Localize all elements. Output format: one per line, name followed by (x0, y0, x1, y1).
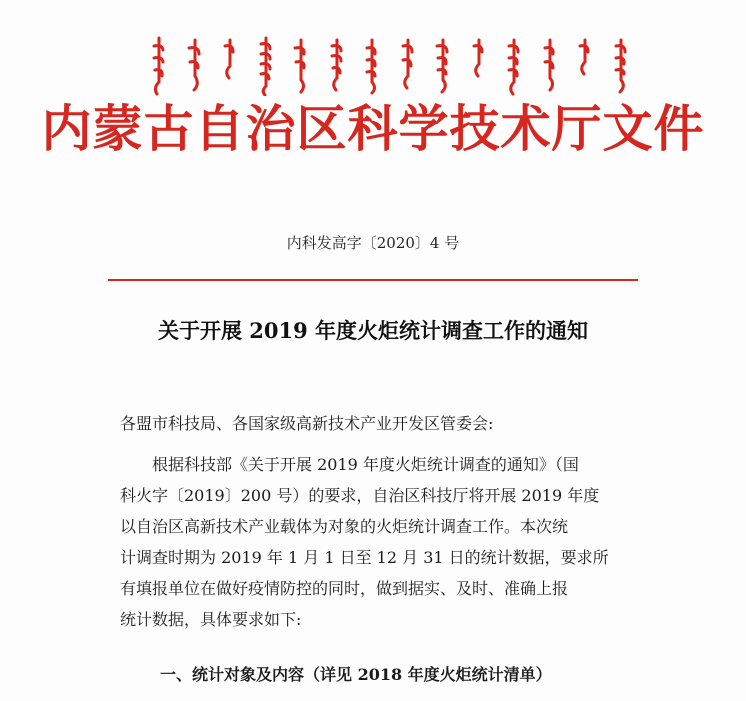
section-heading: 一、统计对象及内容（详见 2018 年度火炬统计清单） (160, 665, 552, 684)
issuer-title: 内蒙古自治区科学技术厅文件 (41, 100, 705, 158)
mongolian-glyph (292, 36, 310, 96)
notice-title: 关于开展 2019 年度火炬统计调查工作的通知 (157, 318, 589, 343)
mongolian-script-heading (150, 36, 630, 104)
mongolian-glyph (221, 36, 239, 96)
mongolian-glyph (150, 36, 168, 96)
body-line: 统计数据，具体要求如下: (120, 610, 302, 629)
mongolian-glyph (399, 36, 417, 96)
body-line: 科火字〔2019〕200 号）的要求，自治区科技厅将开展 2019 年度 (120, 486, 600, 505)
body-line: 有填报单位在做好疫情防控的同时，做到据实、及时、准确上报 (120, 579, 569, 598)
body-line: 根据科技部《关于开展 2019 年度火炬统计调查的通知》（国 (152, 455, 579, 474)
mongolian-glyph (505, 36, 523, 96)
mongolian-glyph (576, 36, 594, 96)
body-line: 计调查时期为 2019 年 1 月 1 日至 12 月 31 日的统计数据，要求所 (120, 548, 609, 567)
salutation: 各盟市科技局、各国家级高新技术产业开发区管委会: (120, 414, 494, 433)
mongolian-glyph (612, 36, 630, 96)
red-header-rule (108, 279, 638, 281)
mongolian-glyph (470, 36, 488, 96)
mongolian-glyph (186, 36, 204, 96)
mongolian-glyph (363, 36, 381, 96)
notice-body (120, 449, 640, 635)
body-line: 以自治区高新技术产业载体为对象的火炬统计调查工作。本次统 (120, 517, 569, 536)
document-number: 内科发高字〔2020〕4 号 (286, 234, 460, 252)
mongolian-glyph (434, 36, 452, 96)
mongolian-glyph (328, 36, 346, 96)
mongolian-glyph (541, 36, 559, 96)
mongolian-glyph (257, 36, 275, 96)
